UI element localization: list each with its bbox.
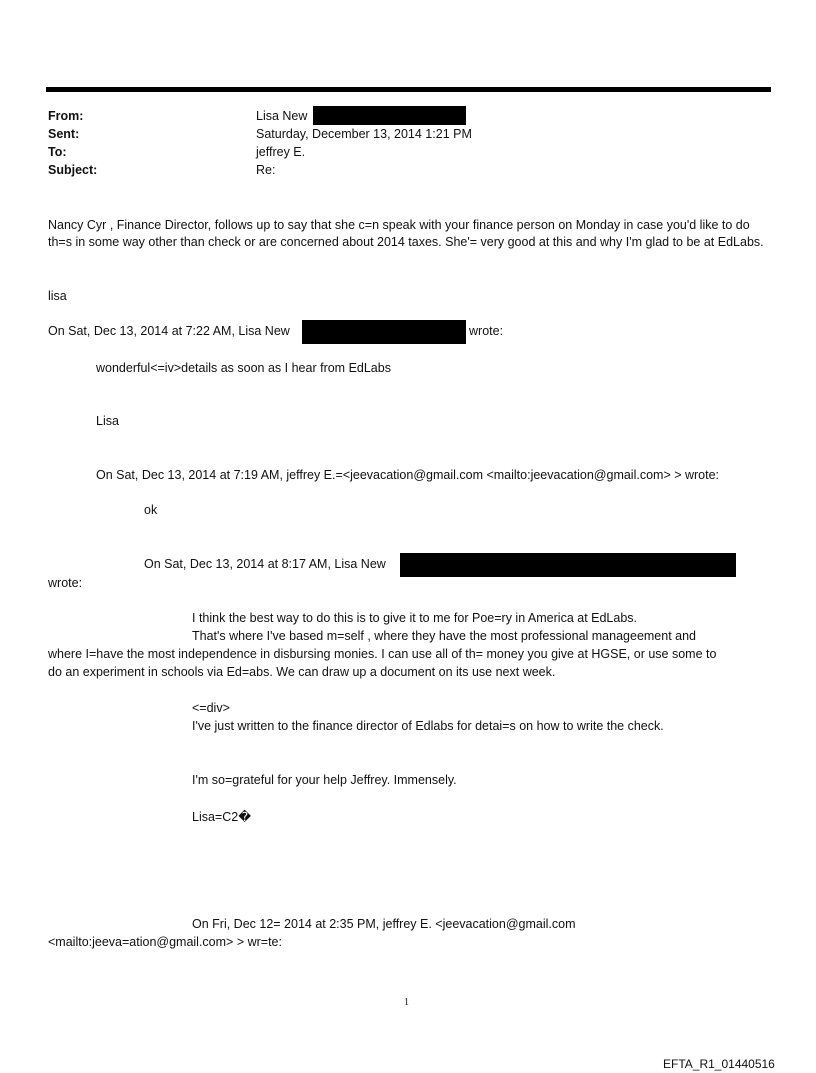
header-rule <box>46 87 771 92</box>
quote-header: On Sat, Dec 13, 2014 at 7:22 AM, Lisa New <box>48 324 290 338</box>
to-label: To: <box>48 145 67 159</box>
redaction-box <box>313 106 466 125</box>
quote-line: where I=have the most independence in disbursing monies. I can use all of th= money you give at HGSE, or use some to <box>48 647 717 661</box>
quote-header: <mailto:jeeva=ation@gmail.com> > wr=te: <box>48 935 282 949</box>
quote-line: I've just written to the finance director of Edlabs for detai=s on how to write the check. <box>192 719 664 733</box>
quote-header: On Fri, Dec 12= 2014 at 2:35 PM, jeffrey E. <jeevacation@gmail.com <box>192 917 576 931</box>
quote-line: wonderful<=iv>details as soon as I hear from EdLabs <box>96 361 391 375</box>
to-value: jeffrey E. <box>256 145 306 159</box>
page-number: 1 <box>404 997 409 1008</box>
body-paragraph: Nancy Cyr , Finance Director, follows up to say that she c=n speak with your finance person on Monday in case you'd like to do th=s in some way other than check or are concerned about 2014 taxes. She'= very good at this and why I'm glad to be at EdLabs. <box>48 218 764 249</box>
redaction-box <box>302 320 466 344</box>
signoff: lisa <box>48 289 67 303</box>
quote-header-end: wrote: <box>469 324 504 338</box>
quote-line: I'm so=grateful for your help Jeffrey. Immensely. <box>192 773 457 787</box>
quote-signature: Lisa <box>96 414 119 428</box>
from-label: From: <box>48 109 84 123</box>
sent-label: Sent: <box>48 127 80 141</box>
subject-label: Subject: <box>48 163 98 177</box>
quote-header: On Sat, Dec 13, 2014 at 8:17 AM, Lisa New <box>144 557 386 571</box>
quote-line: do an experiment in schools via Ed=abs. We can draw up a document on its use next week. <box>48 665 556 679</box>
redaction-box <box>400 553 736 577</box>
quote-line: I think the best way to do this is to give it to me for Poe=ry in America at EdLabs. <box>192 611 638 625</box>
quote-header-end: wrote: <box>48 576 83 590</box>
quote-line: That's where I've based m=self , where they have the most professional manageement and <box>192 629 697 643</box>
quote-header: On Sat, Dec 13, 2014 at 7:19 AM, jeffrey E.=<jeevacation@gmail.com <mailto:jeevacation@gmail.com> > wrote: <box>96 468 720 482</box>
quote-line: <=div> <box>192 701 230 715</box>
from-value: Lisa New <box>256 109 308 123</box>
document-id: EFTA_R1_01440516 <box>663 1057 775 1071</box>
sent-value: Saturday, December 13, 2014 1:21 PM <box>256 127 472 141</box>
quote-signature: Lisa=C2� <box>192 810 252 824</box>
quote-line: ok <box>144 503 158 517</box>
subject-value: Re: <box>256 163 276 177</box>
